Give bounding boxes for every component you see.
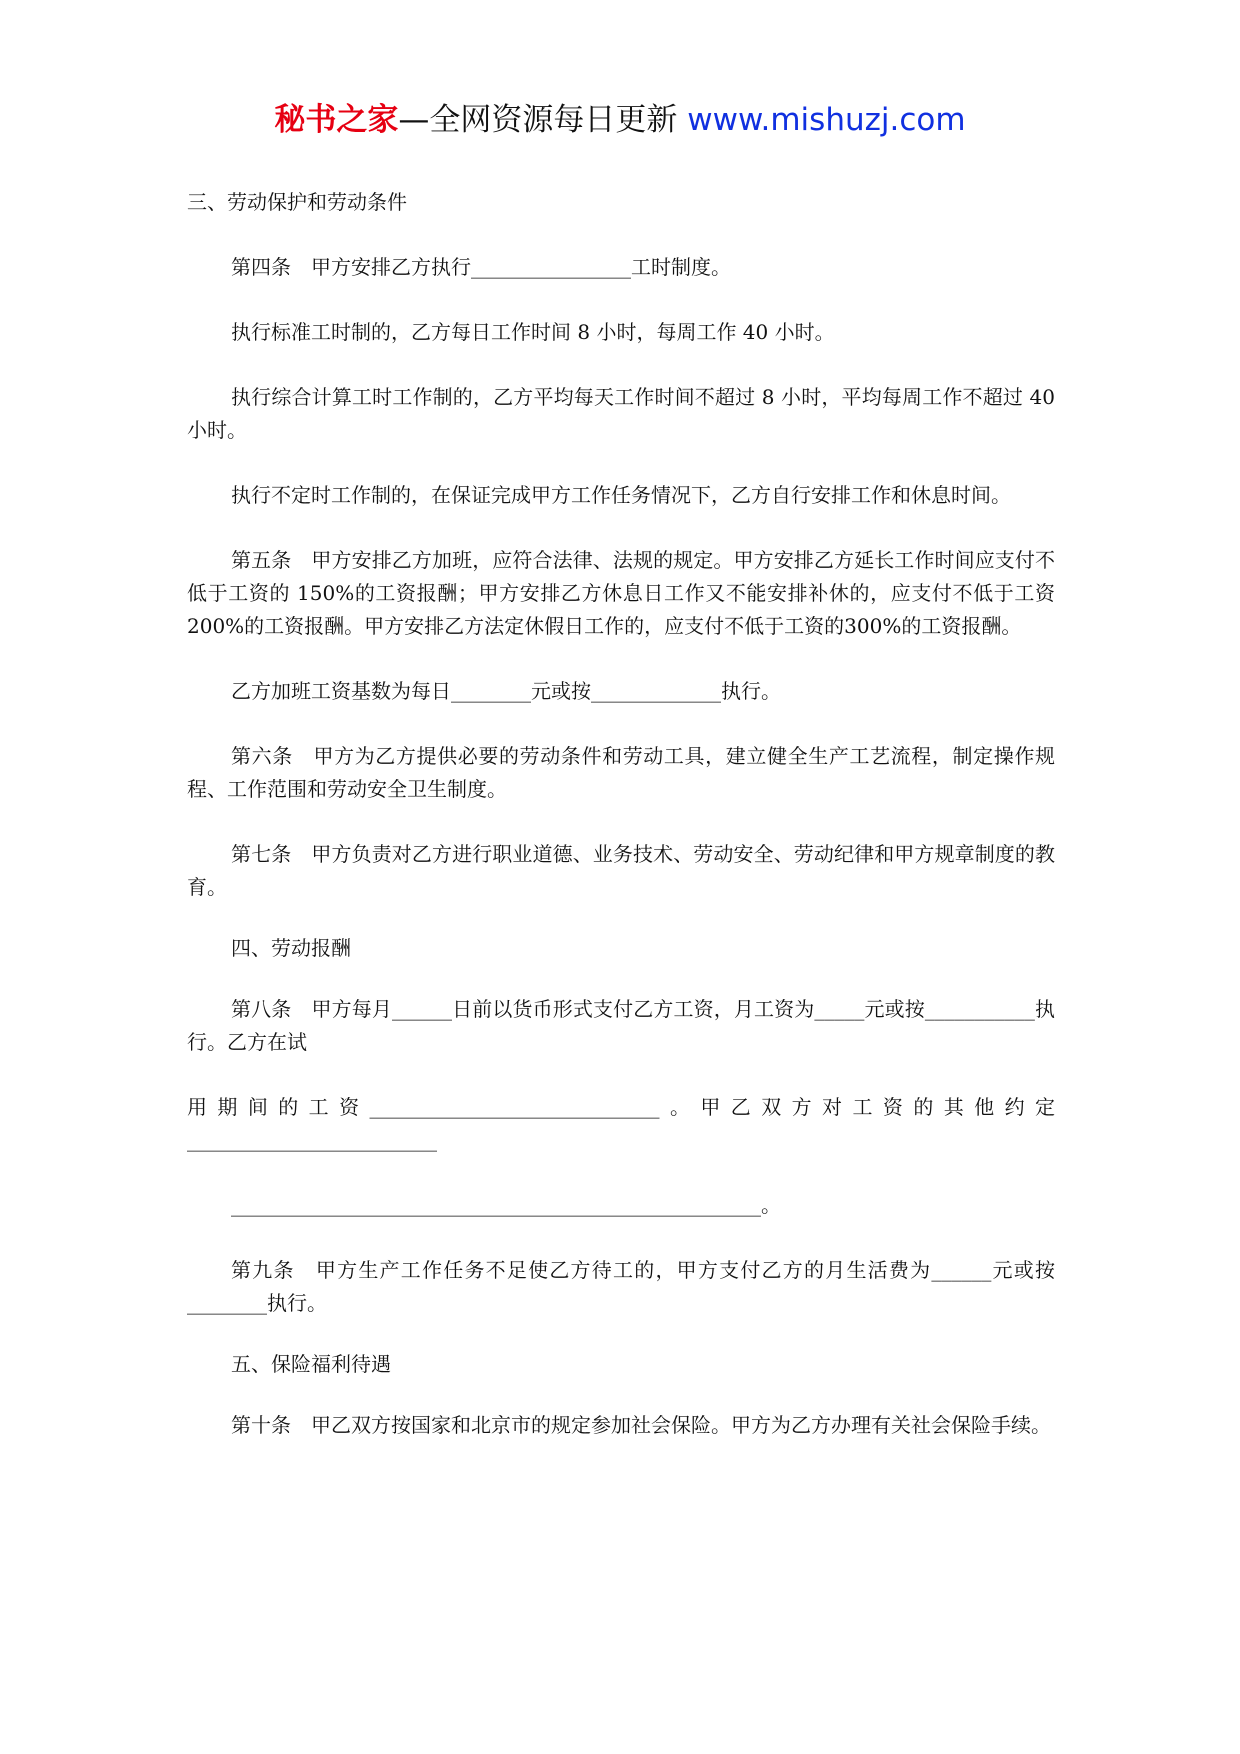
- standard-hours-paragraph: 执行标准工时制的，乙方每日工作时间 8 小时，每周工作 40 小时。: [231, 320, 835, 344]
- article-4: 第四条 甲方安排乙方执行________________工时制度。: [231, 255, 731, 279]
- section-4-heading: 四、劳动报酬: [231, 936, 351, 960]
- site-url: www.mishuzj.com: [687, 102, 966, 138]
- article-5: 第五条 甲方安排乙方加班，应符合法律、法规的规定。甲方安排乙方延长工作时间应支付不低于工资的 150%的工资报酬；甲方安排乙方休息日工作又不能安排补休的，应支付不低于工资 200%的工资报酬。甲方安排乙方法定休假日工作的，应支付不低于工资的300%的工资报酬。: [187, 548, 1062, 638]
- article-7: 第七条 甲方负责对乙方进行职业道德、业务技术、劳动安全、劳动纪律和甲方规章制度的教育。: [187, 842, 1055, 899]
- section-3-heading: 三、劳动保护和劳动条件: [187, 190, 407, 214]
- article-10: 第十条 甲乙双方按国家和北京市的规定参加社会保险。甲方为乙方办理有关社会保险手续。: [231, 1413, 1051, 1437]
- document-body: [187, 186, 1062, 1474]
- article-9: 第九条 甲方生产工作任务不足使乙方待工的，甲方支付乙方的月生活费为______元或按________执行。: [187, 1258, 1055, 1315]
- article-6: 第六条 甲方为乙方提供必要的劳动条件和劳动工具，建立健全生产工艺流程，制定操作规程、工作范围和劳动安全卫生制度。: [187, 744, 1055, 801]
- site-header: [0, 100, 1240, 140]
- probation-wage-paragraph: 用期间的工资_____________________________。甲乙双方对工资的其他约定_________________________: [187, 1095, 1055, 1152]
- site-brand: 秘书之家: [274, 102, 399, 138]
- article-8: 第八条 甲方每月______日前以货币形式支付乙方工资，月工资为_____元或按___________执行。乙方在试: [187, 997, 1055, 1054]
- overtime-base-paragraph: 乙方加班工资基数为每日________元或按_____________执行。: [231, 679, 781, 703]
- section-5-heading: 五、保险福利待遇: [231, 1352, 391, 1376]
- comprehensive-hours-paragraph: 执行综合计算工时工作制的，乙方平均每天工作时间不超过 8 小时，平均每周工作不超过 40 小时。: [187, 385, 1062, 442]
- wage-agreement-blank-line: _____________________________________________________。: [231, 1193, 781, 1217]
- flexible-hours-paragraph: 执行不定时工作制的，在保证完成甲方工作任务情况下，乙方自行安排工作和休息时间。: [231, 483, 1011, 507]
- site-tagline: —全网资源每日更新: [398, 102, 688, 138]
